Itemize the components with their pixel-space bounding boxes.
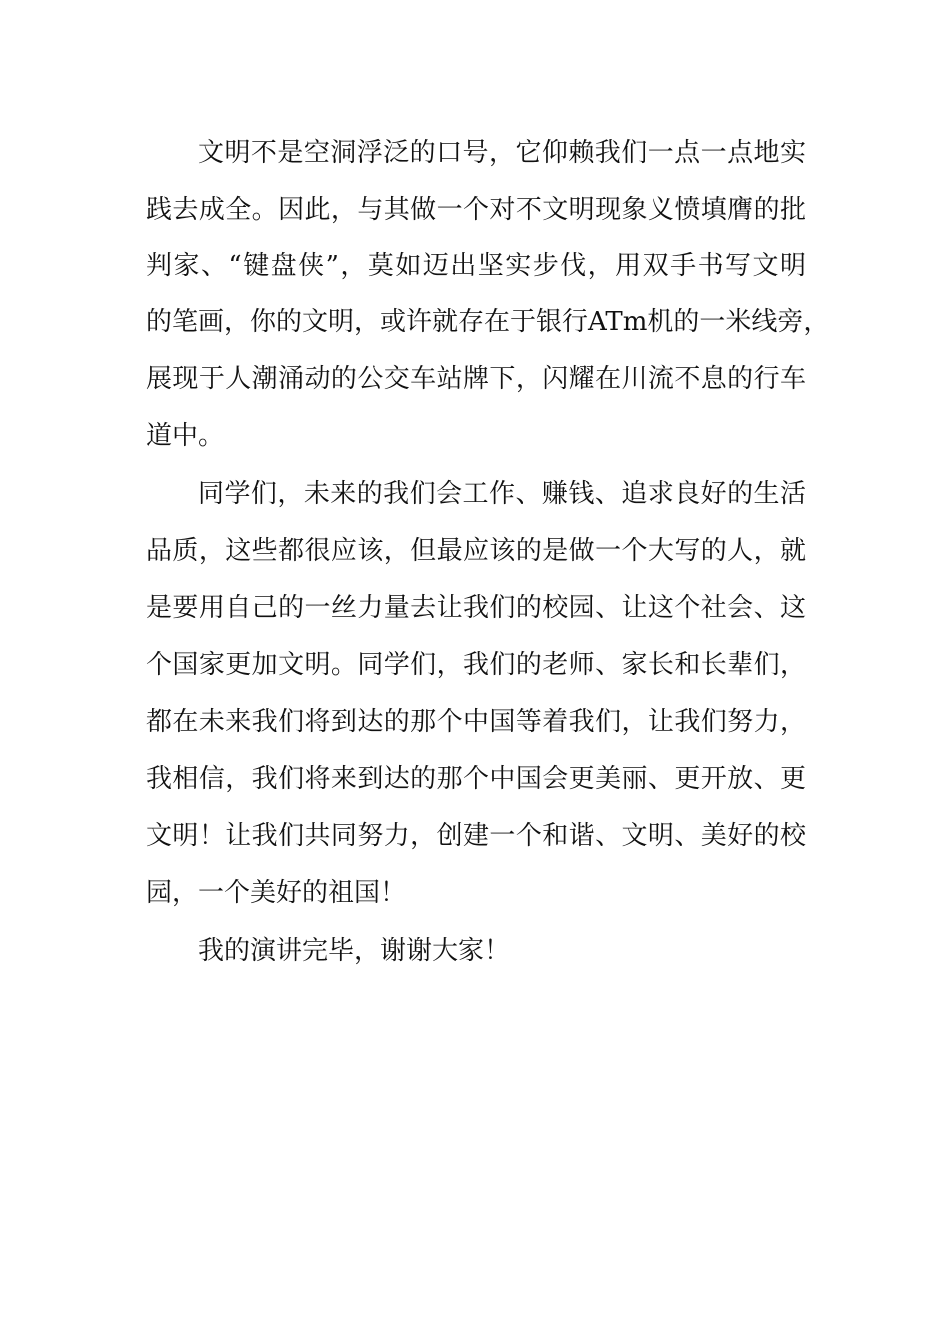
paragraph-2-line-4: 个国家更加文明。同学们，我们的老师、家长和长辈们， [146,650,806,680]
paragraph-2-line-5: 都在未来我们将到达的那个中国等着我们，让我们努力， [146,707,806,737]
paragraph-2-line-1: 同学们，未来的我们会工作、赚钱、追求良好的生活 [198,479,806,509]
paragraph-1-line-4: 的笔画，你的文明，或许就存在于银行ATm机的一米线旁， [146,307,830,337]
paragraph-2-line-2: 品质，这些都很应该，但最应该的是做一个大写的人，就 [146,536,806,566]
paragraph-1-line-2: 践去成全。因此，与其做一个对不文明现象义愤填膺的批 [146,195,806,225]
paragraph-2-line-8: 园，一个美好的祖国！ [146,878,407,908]
paragraph-2-line-3: 是要用自己的一丝力量去让我们的校园、让这个社会、这 [146,593,806,623]
paragraph-1-line-1: 文明不是空洞浮泛的口号，它仰赖我们一点一点地实 [198,138,806,168]
paragraph-2-line-7: 文明！让我们共同努力，创建一个和谐、文明、美好的校 [146,821,806,851]
paragraph-1-line-6: 道中。 [146,421,225,451]
paragraph-3-line-1: 我的演讲完毕，谢谢大家！ [198,936,511,966]
paragraph-1-line-3: 判家、“键盘侠”，莫如迈出坚实步伐，用双手书写文明 [146,251,806,281]
paragraph-2-line-6: 我相信，我们将来到达的那个中国会更美丽、更开放、更 [146,764,806,794]
paragraph-1-line-5: 展现于人潮涌动的公交车站牌下，闪耀在川流不息的行车 [146,364,806,394]
